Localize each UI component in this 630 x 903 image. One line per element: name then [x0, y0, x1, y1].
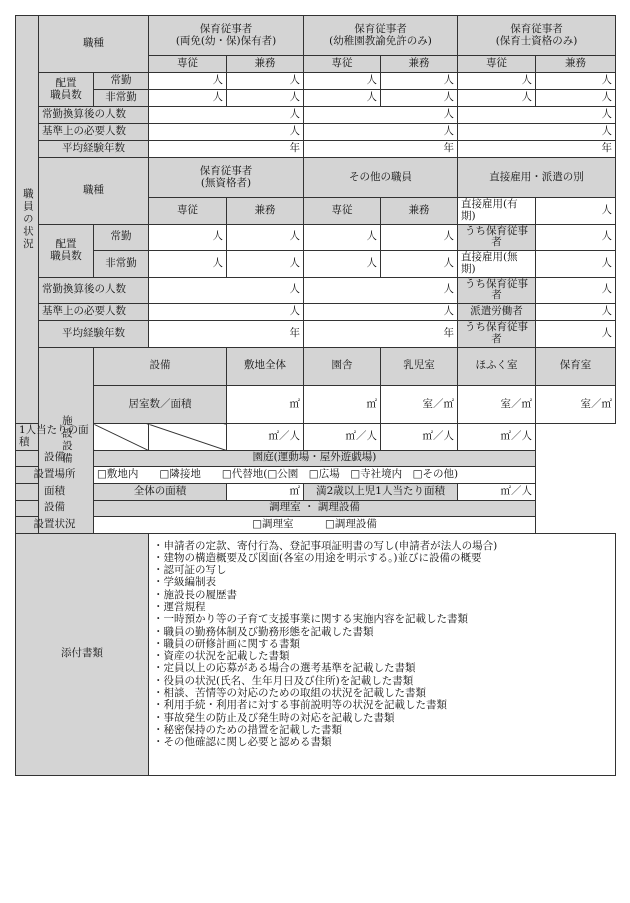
kenmu-label: 兼務	[227, 56, 304, 73]
entei-header: 園庭(運動場・屋外遊戯場)	[94, 450, 536, 466]
uchi-hoiku-field[interactable]: 人	[536, 224, 616, 251]
room-area-field[interactable]	[458, 385, 536, 423]
jokin-label: 常勤	[94, 73, 149, 90]
senju-label: 専従	[458, 56, 536, 73]
col-ensha: 園舎	[304, 347, 381, 385]
haichi-label: 配置 職員数	[39, 73, 94, 107]
kansan-field[interactable]: 人	[304, 277, 458, 304]
haichi-label: 配置 職員数	[39, 224, 94, 277]
area-field[interactable]: ㎡	[227, 385, 304, 423]
menseki-label: 面積	[16, 483, 94, 500]
haken-field[interactable]: 人	[536, 304, 616, 321]
attachments-list	[149, 534, 615, 755]
zentai-menseki-label: 全体の面積	[94, 483, 227, 500]
staff-count-field[interactable]: 人	[536, 73, 616, 90]
mansai-field[interactable]: ㎡／人	[458, 483, 536, 500]
jokin-label: 常勤	[94, 224, 149, 251]
kenmu-label: 兼務	[227, 198, 304, 225]
attachment-item: ・利用手続・利用者に対する事前説明等の状況を記載した書類	[153, 699, 447, 712]
staff-section-label: 職員の状況	[16, 16, 39, 424]
setchi-label: 設置場所	[16, 466, 94, 483]
setsubi-label: 設備	[16, 500, 94, 516]
attachment-item: ・定員以上の応募がある場合の選考基準を記載した書類	[153, 662, 416, 675]
kansan-field[interactable]: 人	[304, 107, 458, 124]
col-hofukushitsu: ほふく室	[458, 347, 536, 385]
staff-count-field[interactable]: 人	[149, 251, 227, 278]
attachments-list-cell	[149, 533, 616, 775]
senju-label: 専従	[149, 56, 227, 73]
attachment-item: ・学級編制表	[153, 576, 216, 589]
sqm-unit: ㎡	[521, 397, 533, 410]
setchi-options[interactable]: □敷地内 □隣接地 □代替地(□公園 □広場 □寺社境内 □その他)	[94, 466, 536, 483]
zentai-menseki-field[interactable]: ㎡	[227, 483, 304, 500]
direct-muki-field[interactable]: 人	[536, 251, 616, 278]
staff-count-field[interactable]: 人	[381, 224, 458, 251]
kyoshitsu-label: 居室数／面積	[94, 385, 227, 423]
staff-count-field[interactable]: 人	[149, 73, 227, 90]
staff-count-field[interactable]: 人	[458, 73, 536, 90]
facility-section-label: 施設設備	[39, 347, 94, 533]
staff-count-field[interactable]: 人	[381, 90, 458, 107]
mansai-label: 満2歳以上児1人当たり面積	[304, 483, 458, 500]
kansan-field[interactable]: 人	[458, 107, 616, 124]
jokin-kansan-label: 常勤換算後の人数	[39, 107, 149, 124]
chori-options[interactable]: □調理室 □調理設備	[94, 516, 536, 533]
sqm-unit: ㎡	[601, 397, 613, 410]
attachment-item: ・建物の構造概要及び図面(各室の用途を明示する。)並びに設備の概要	[153, 551, 482, 564]
staff-count-field[interactable]: 人	[304, 224, 381, 251]
chori-header: 調理室 ・ 調理設備	[94, 500, 536, 516]
shokushu-header-1: 職種	[39, 16, 149, 73]
uchi-hoiku-field[interactable]: 人	[536, 277, 616, 304]
staff-count-field[interactable]: 人	[381, 251, 458, 278]
col-nyujishitsu: 乳児室	[381, 347, 458, 385]
kijun-field[interactable]: 人	[304, 304, 458, 321]
room-area-field[interactable]	[536, 385, 616, 423]
heikin-field[interactable]: 年	[149, 321, 304, 348]
setchi-jokyo-label: 設置状況	[16, 516, 94, 533]
kijun-label: 基準上の必要人数	[39, 304, 149, 321]
staff-count-field[interactable]: 人	[149, 90, 227, 107]
attachment-item: ・事故発生の防止及び発生時の対応を記載した書類	[153, 711, 395, 724]
staff-count-field[interactable]: 人	[227, 90, 304, 107]
per-person-field[interactable]: ㎡／人	[381, 424, 458, 451]
staff-count-field[interactable]: 人	[304, 251, 381, 278]
staff-count-field[interactable]: 人	[227, 251, 304, 278]
attachments-label: 添付書類	[16, 533, 149, 775]
header-sonota: その他の職員	[304, 158, 458, 198]
kenmu-label: 兼務	[536, 56, 616, 73]
senju-label: 専従	[304, 198, 381, 225]
room-unit: 室／	[500, 397, 522, 410]
kijun-field[interactable]: 人	[149, 124, 304, 141]
heikin-field[interactable]: 年	[458, 141, 616, 158]
header-hoiku-yochien: 保育従事者 (幼稚園教諭免許のみ)	[304, 16, 458, 56]
col-shikichi: 敷地全体	[227, 347, 304, 385]
staff-count-field[interactable]: 人	[458, 90, 536, 107]
attachment-item: ・その他確認に関し必要と認める書類	[153, 736, 332, 749]
attachment-item: ・申請者の定款、寄付行為、登記事項証明書の写し(申請者が法人の場合)	[153, 539, 498, 552]
per-person-field[interactable]: ㎡／人	[458, 424, 536, 451]
heikin-field[interactable]: 年	[304, 141, 458, 158]
hijokin-label: 非常勤	[94, 90, 149, 107]
kijun-field[interactable]: 人	[304, 124, 458, 141]
kenmu-label: 兼務	[381, 56, 458, 73]
header-hoiku-mushikaku: 保育従事者 (無資格者)	[149, 158, 304, 198]
senju-label: 専従	[304, 56, 381, 73]
staff-count-field[interactable]: 人	[149, 224, 227, 251]
attachment-item: ・職員の研修計画に関する書類	[153, 637, 300, 650]
room-area-field[interactable]	[381, 385, 458, 423]
setsubi-label: 設備	[16, 450, 94, 466]
application-form-table	[15, 15, 616, 776]
direct-yuki-label: 直接雇用(有期)	[458, 198, 536, 225]
kansan-field[interactable]: 人	[149, 277, 304, 304]
room-unit: 室／	[580, 397, 602, 410]
diagonal-cell	[149, 424, 227, 451]
per-person-label: 1人当たりの面積	[16, 424, 94, 451]
uchi-hoiku-label: うち保育従事者	[458, 224, 536, 251]
attachment-item: ・役員の状況(氏名、生年月日及び住所)を記載した書類	[153, 674, 414, 687]
staff-count-field[interactable]: 人	[304, 73, 381, 90]
haken-label: 派遣労働者	[458, 304, 536, 321]
direct-muki-label: 直接雇用(無期)	[458, 251, 536, 278]
attachment-item: ・相談、苦情等の対応のための取組の状況を記載した書類	[153, 687, 426, 700]
attachment-item: ・認可証の写し	[153, 564, 227, 577]
staff-count-field[interactable]: 人	[227, 224, 304, 251]
attachment-item: ・一時預かり等の子育て支援事業に関する実施内容を記載した書類	[153, 613, 468, 626]
heikin-label: 平均経験年数	[39, 141, 149, 158]
uchi-hoiku-label: うち保育従事者	[458, 277, 536, 304]
heikin-field[interactable]: 年	[149, 141, 304, 158]
header-koyo-haken: 直接雇用・派遣の別	[458, 158, 616, 198]
per-person-field[interactable]: ㎡／人	[304, 424, 381, 451]
direct-yuki-field[interactable]: 人	[536, 198, 616, 225]
room-unit: 室／	[422, 397, 444, 410]
area-field[interactable]: ㎡	[304, 385, 381, 423]
col-hoikushitsu: 保育室	[536, 347, 616, 385]
senju-label: 専従	[149, 198, 227, 225]
staff-count-field[interactable]: 人	[536, 90, 616, 107]
setsubi-label: 設備	[94, 347, 227, 385]
per-person-field[interactable]: ㎡／人	[227, 424, 304, 451]
attachment-item: ・運営規程	[153, 600, 206, 613]
diagonal-cell	[94, 424, 149, 451]
attachment-item: ・職員の勤務体制及び勤務形態を記載した書類	[153, 625, 374, 638]
uchi-hoiku-field[interactable]: 人	[536, 321, 616, 348]
staff-count-field[interactable]: 人	[381, 73, 458, 90]
sqm-unit: ㎡	[443, 397, 455, 410]
shokushu-header-2: 職種	[39, 158, 149, 225]
kijun-field[interactable]: 人	[149, 304, 304, 321]
staff-count-field[interactable]: 人	[227, 73, 304, 90]
heikin-label: 平均経験年数	[39, 321, 149, 348]
heikin-field[interactable]: 年	[304, 321, 458, 348]
attachment-item: ・施設長の履歴書	[153, 588, 237, 601]
hijokin-label: 非常勤	[94, 251, 149, 278]
header-hoiku-hoikushi: 保育従事者 (保育士資格のみ)	[458, 16, 616, 56]
kijun-field[interactable]: 人	[458, 124, 616, 141]
kansan-field[interactable]: 人	[149, 107, 304, 124]
attachment-item: ・資産の状況を記載した書類	[153, 650, 290, 663]
attachment-item: ・秘密保持のための措置を記載した書類	[153, 723, 342, 736]
jokin-kansan-label: 常勤換算後の人数	[39, 277, 149, 304]
kenmu-label: 兼務	[381, 198, 458, 225]
header-hoiku-ryomen: 保育従事者 (両免(幼・保)保有者)	[149, 16, 304, 56]
staff-count-field[interactable]: 人	[304, 90, 381, 107]
uchi-hoiku-label: うち保育従事者	[458, 321, 536, 348]
kijun-label: 基準上の必要人数	[39, 124, 149, 141]
